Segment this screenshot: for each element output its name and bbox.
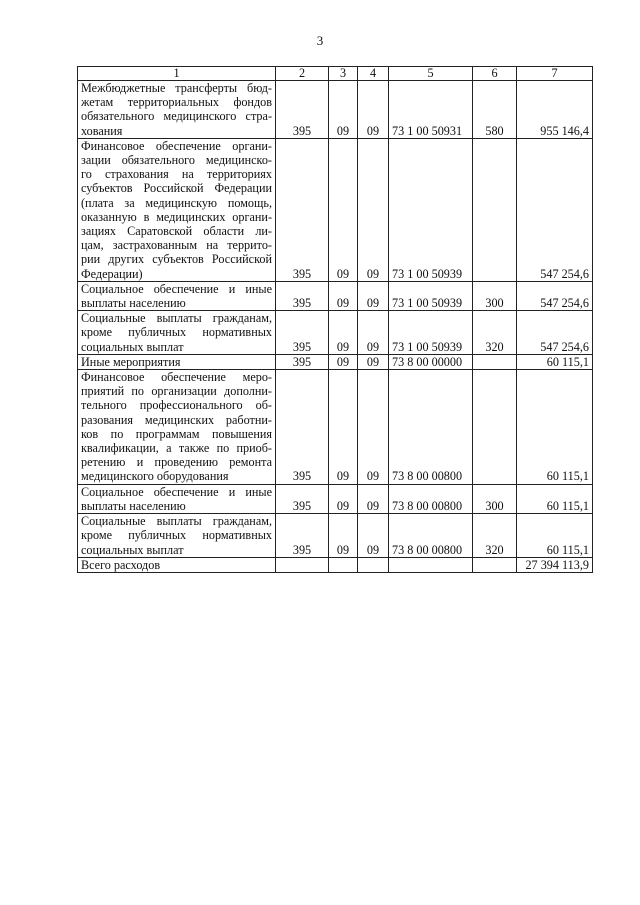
cell-amount: 60 115,1 — [517, 354, 593, 369]
page-number: 3 — [316, 33, 324, 48]
table-row — [78, 311, 593, 355]
cell-amount: 60 115,1 — [517, 370, 593, 485]
row-description — [78, 514, 276, 558]
cell-expense-type — [473, 138, 517, 281]
cell-expense-type: 300 — [473, 281, 517, 310]
row-description — [78, 81, 276, 139]
cell-expense-type — [473, 370, 517, 485]
cell-subsection: 09 — [358, 81, 389, 139]
desc-line: ков по программам повышения — [81, 426, 272, 441]
total-amount: 27 394 113,9 — [517, 557, 593, 572]
cell-section: 09 — [329, 514, 358, 558]
desc-line: выплаты населению — [81, 296, 186, 311]
table-row — [78, 514, 593, 558]
table-body — [78, 81, 593, 573]
desc-line: Федерации) — [81, 266, 143, 281]
cell-target-article: 73 8 00 00800 — [389, 514, 473, 558]
cell-subsection: 09 — [358, 138, 389, 281]
cell-subsection: 09 — [358, 484, 389, 513]
header-col-4: 4 — [358, 67, 389, 81]
desc-line: Социальное обеспечение и иные — [81, 484, 272, 499]
desc-line: рии других субъектов Российской — [81, 252, 272, 267]
desc-line: медицинского оборудования — [81, 469, 229, 484]
header-col-5: 5 — [389, 67, 473, 81]
total-row — [78, 557, 593, 572]
cell-target-article: 73 1 00 50939 — [389, 281, 473, 310]
cell-target-article: 73 8 00 00000 — [389, 354, 473, 369]
desc-line: обязательного медицинского стра- — [81, 109, 272, 124]
cell-target-article: 73 1 00 50931 — [389, 81, 473, 139]
desc-line: Социальные выплаты гражданам, — [81, 311, 272, 326]
header-col-3: 3 — [329, 67, 358, 81]
desc-line: го страхования на территориях — [81, 167, 272, 182]
desc-line: разования медицинских работни- — [81, 412, 272, 427]
cell-subsection: 09 — [358, 311, 389, 355]
desc-line: Финансовое обеспечение меро- — [81, 370, 272, 385]
desc-line: оказанную в медицинских органи- — [81, 209, 272, 224]
desc-line: кроме публичных нормативных — [81, 325, 272, 340]
cell-ministry-code: 395 — [276, 354, 329, 369]
row-description — [78, 484, 276, 513]
cell-expense-type: 300 — [473, 484, 517, 513]
desc-line: субъектов Российской Федерации — [81, 181, 272, 196]
cell-target-article: 73 8 00 00800 — [389, 484, 473, 513]
desc-line: Иные мероприятия — [81, 354, 181, 369]
cell-ministry-code: 395 — [276, 370, 329, 485]
cell-amount: 547 254,6 — [517, 311, 593, 355]
cell-ministry-code: 395 — [276, 311, 329, 355]
cell-ministry-code: 395 — [276, 484, 329, 513]
desc-line: (плата за медицинскую помощь, — [81, 195, 272, 210]
table-row — [78, 138, 593, 281]
desc-line: зации обязательного медицинско- — [81, 153, 272, 168]
header-col-7: 7 — [517, 67, 593, 81]
cell-amount: 955 146,4 — [517, 81, 593, 139]
cell-ministry-code: 395 — [276, 138, 329, 281]
desc-line: Социальное обеспечение и иные — [81, 281, 272, 296]
cell-target-article: 73 1 00 50939 — [389, 138, 473, 281]
row-description — [78, 557, 276, 572]
desc-line: Финансовое обеспечение органи- — [81, 138, 272, 153]
cell-target-article — [389, 557, 473, 572]
expenditure-table — [77, 66, 593, 573]
cell-section: 09 — [329, 484, 358, 513]
cell-subsection: 09 — [358, 354, 389, 369]
cell-amount: 547 254,6 — [517, 281, 593, 310]
row-description — [78, 370, 276, 485]
desc-line: ретению и проведению ремонта — [81, 455, 272, 470]
cell-amount: 60 115,1 — [517, 484, 593, 513]
cell-amount: 547 254,6 — [517, 138, 593, 281]
cell-ministry-code: 395 — [276, 81, 329, 139]
cell-section: 09 — [329, 370, 358, 485]
table-row — [78, 484, 593, 513]
cell-expense-type: 320 — [473, 311, 517, 355]
cell-section: 09 — [329, 281, 358, 310]
total-label: Всего расходов — [81, 557, 161, 572]
cell-target-article: 73 1 00 50939 — [389, 311, 473, 355]
desc-line: квалификации, а также по приоб- — [81, 441, 272, 456]
cell-subsection: 09 — [358, 370, 389, 485]
table-row — [78, 81, 593, 139]
table-row — [78, 281, 593, 310]
table-row — [78, 354, 593, 369]
desc-line: тельного профессионального об- — [81, 398, 272, 413]
cell-ministry-code: 395 — [276, 281, 329, 310]
row-description — [78, 311, 276, 355]
cell-ministry-code: 395 — [276, 514, 329, 558]
desc-line: жетам территориальных фондов — [81, 95, 272, 110]
cell-section: 09 — [329, 138, 358, 281]
desc-line: цам, застрахованным на террито- — [81, 238, 272, 253]
desc-line: приятий по организации дополни- — [81, 384, 272, 399]
header-col-2: 2 — [276, 67, 329, 81]
cell-amount: 60 115,1 — [517, 514, 593, 558]
cell-ministry-code — [276, 557, 329, 572]
desc-line: хования — [81, 123, 123, 138]
cell-expense-type — [473, 557, 517, 572]
cell-expense-type: 580 — [473, 81, 517, 139]
cell-section — [329, 557, 358, 572]
cell-target-article: 73 8 00 00800 — [389, 370, 473, 485]
row-description — [78, 281, 276, 310]
header-row — [78, 67, 593, 81]
desc-line: выплаты населению — [81, 498, 186, 513]
cell-expense-type: 320 — [473, 514, 517, 558]
cell-section: 09 — [329, 81, 358, 139]
desc-line: Социальные выплаты гражданам, — [81, 514, 272, 529]
table-row — [78, 370, 593, 485]
cell-subsection: 09 — [358, 281, 389, 310]
header-col-6: 6 — [473, 67, 517, 81]
cell-subsection — [358, 557, 389, 572]
header-col-1: 1 — [78, 67, 276, 81]
row-description — [78, 354, 276, 369]
cell-expense-type — [473, 354, 517, 369]
cell-section: 09 — [329, 311, 358, 355]
desc-line: кроме публичных нормативных — [81, 528, 272, 543]
row-description — [78, 138, 276, 281]
desc-line: зациях Саратовской области ли- — [81, 224, 272, 239]
desc-line: Межбюджетные трансферты бюд- — [81, 81, 272, 95]
cell-section: 09 — [329, 354, 358, 369]
cell-subsection: 09 — [358, 514, 389, 558]
desc-line: социальных выплат — [81, 339, 184, 354]
desc-line: социальных выплат — [81, 542, 184, 557]
